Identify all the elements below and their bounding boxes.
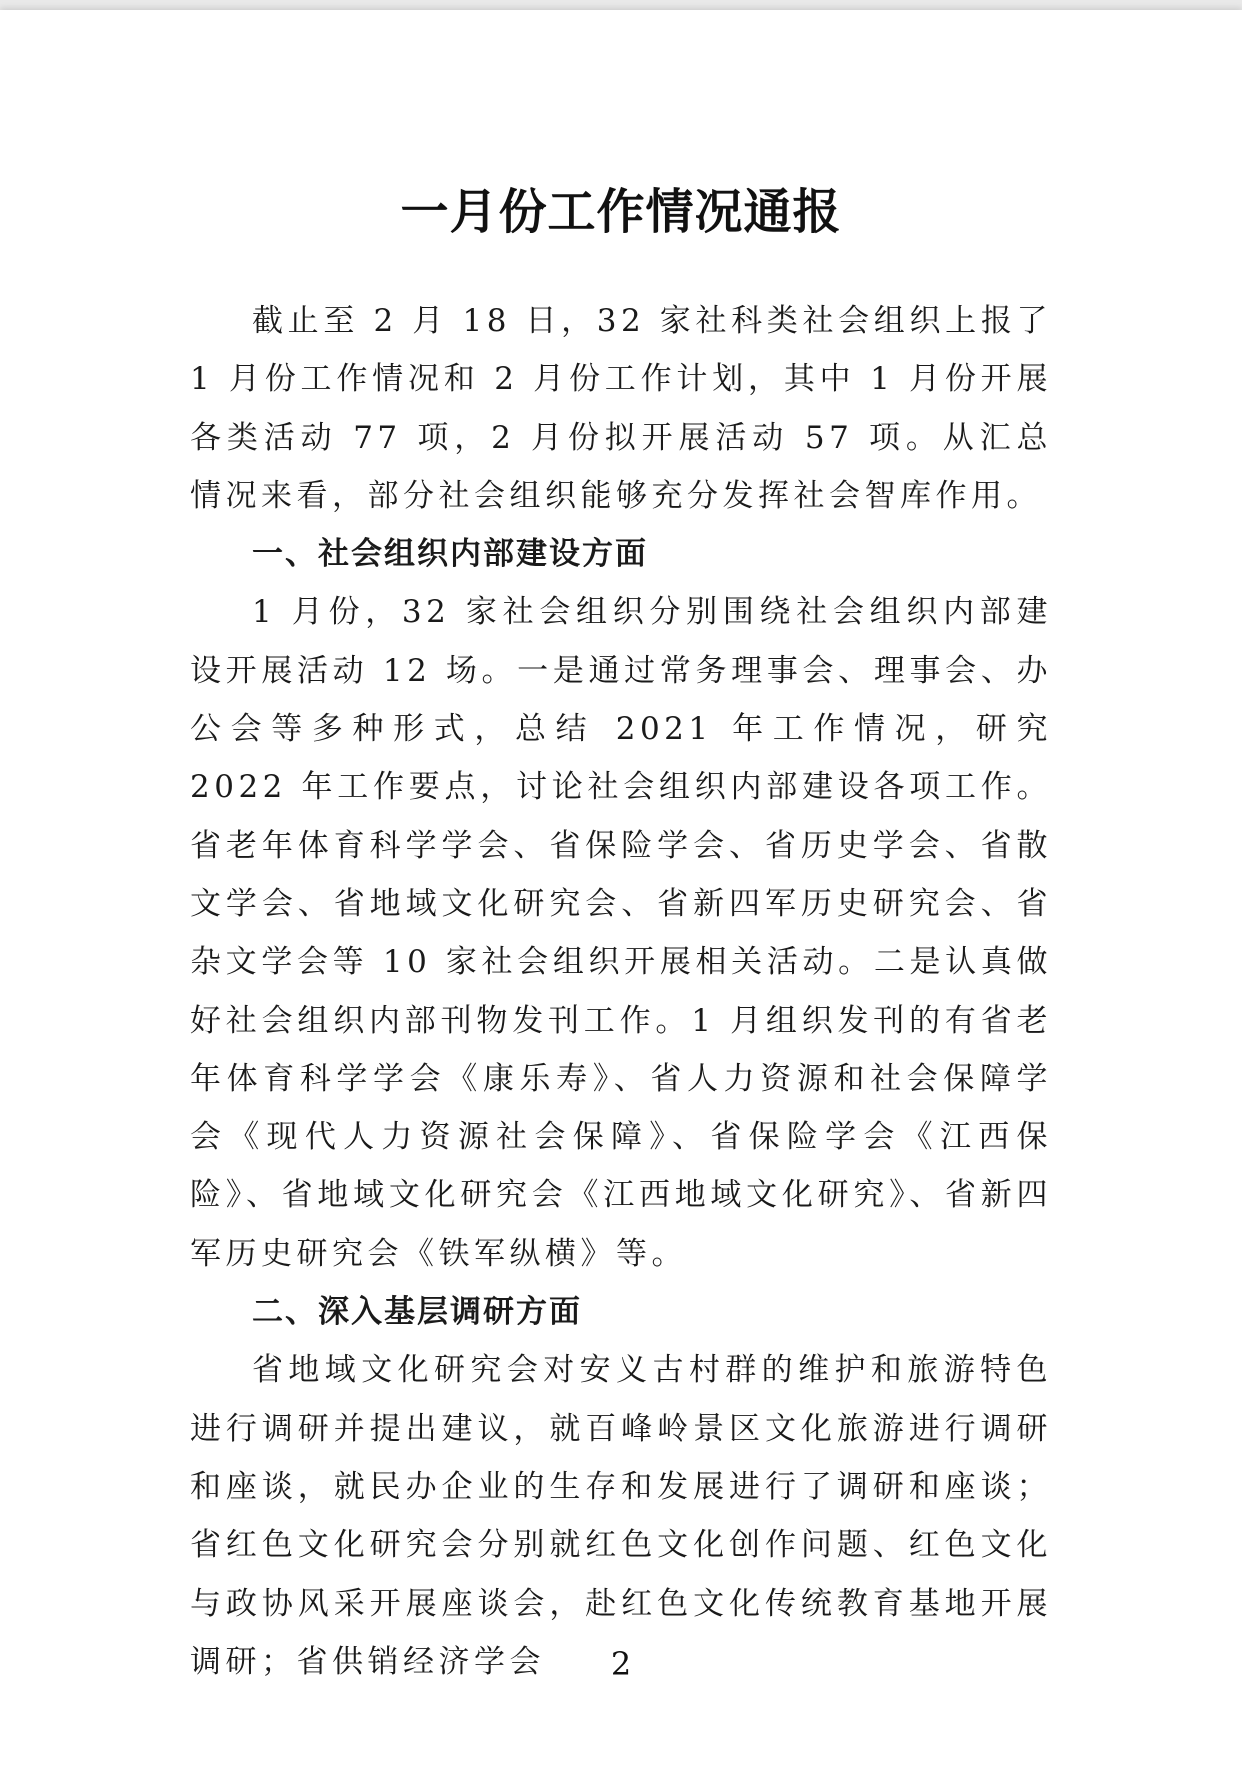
- section-paragraph-internal-building: 1 月份，32 家社会组织分别围绕社会组织内部建设开展活动 12 场。一是通过常务理事会、理事会、办公会等多种形式，总结 2021 年工作情况，研究 2022 年工作要点，讨论社会组织内部建设各项工作。省老年体育科学学会、省保险学会、省历史学会、省散文学会、省地域文化研究会、省新四军历史研究会、省杂文学会等 10 家社会组织开展相关活动。二是认真做好社会组织内部刊物发刊工作。1 月组织发刊的有省老年体育科学学会《康乐寿》、省人力资源和社会保障学会《现代人力资源社会保障》、省保险学会《江西保险》、省地域文化研究会《江西地域文化研究》、省新四军历史研究会《铁军纵横》等。: [190, 594, 1052, 1272]
- document-body: [190, 292, 1052, 1691]
- document-page: [0, 10, 1242, 1766]
- section-heading-internal-building: 一、社会组织内部建设方面: [252, 536, 648, 573]
- section-heading-grassroots-research: 二、深入基层调研方面: [252, 1294, 582, 1331]
- section-paragraph-grassroots-research: 省地域文化研究会对安义古村群的维护和旅游特色进行调研并提出建议，就百峰岭景区文化旅游进行调研和座谈，就民办企业的生存和发展进行了调研和座谈；省红色文化研究会分别就红色文化创作问题、红色文化与政协风采开展座谈会，赴红色文化传统教育基地开展调研；省供销经济学会: [190, 1352, 1052, 1680]
- page-number: 2: [610, 1645, 632, 1683]
- intro-paragraph: 截止至 2 月 18 日，32 家社科类社会组织上报了 1 月份工作情况和 2 月份工作计划，其中 1 月份开展各类活动 77 项，2 月份拟开展活动 57 项。从汇总情况来看，部分社会组织能够充分发挥社会智库作用。: [190, 303, 1052, 514]
- document-title: 一月份工作情况通报: [400, 184, 842, 240]
